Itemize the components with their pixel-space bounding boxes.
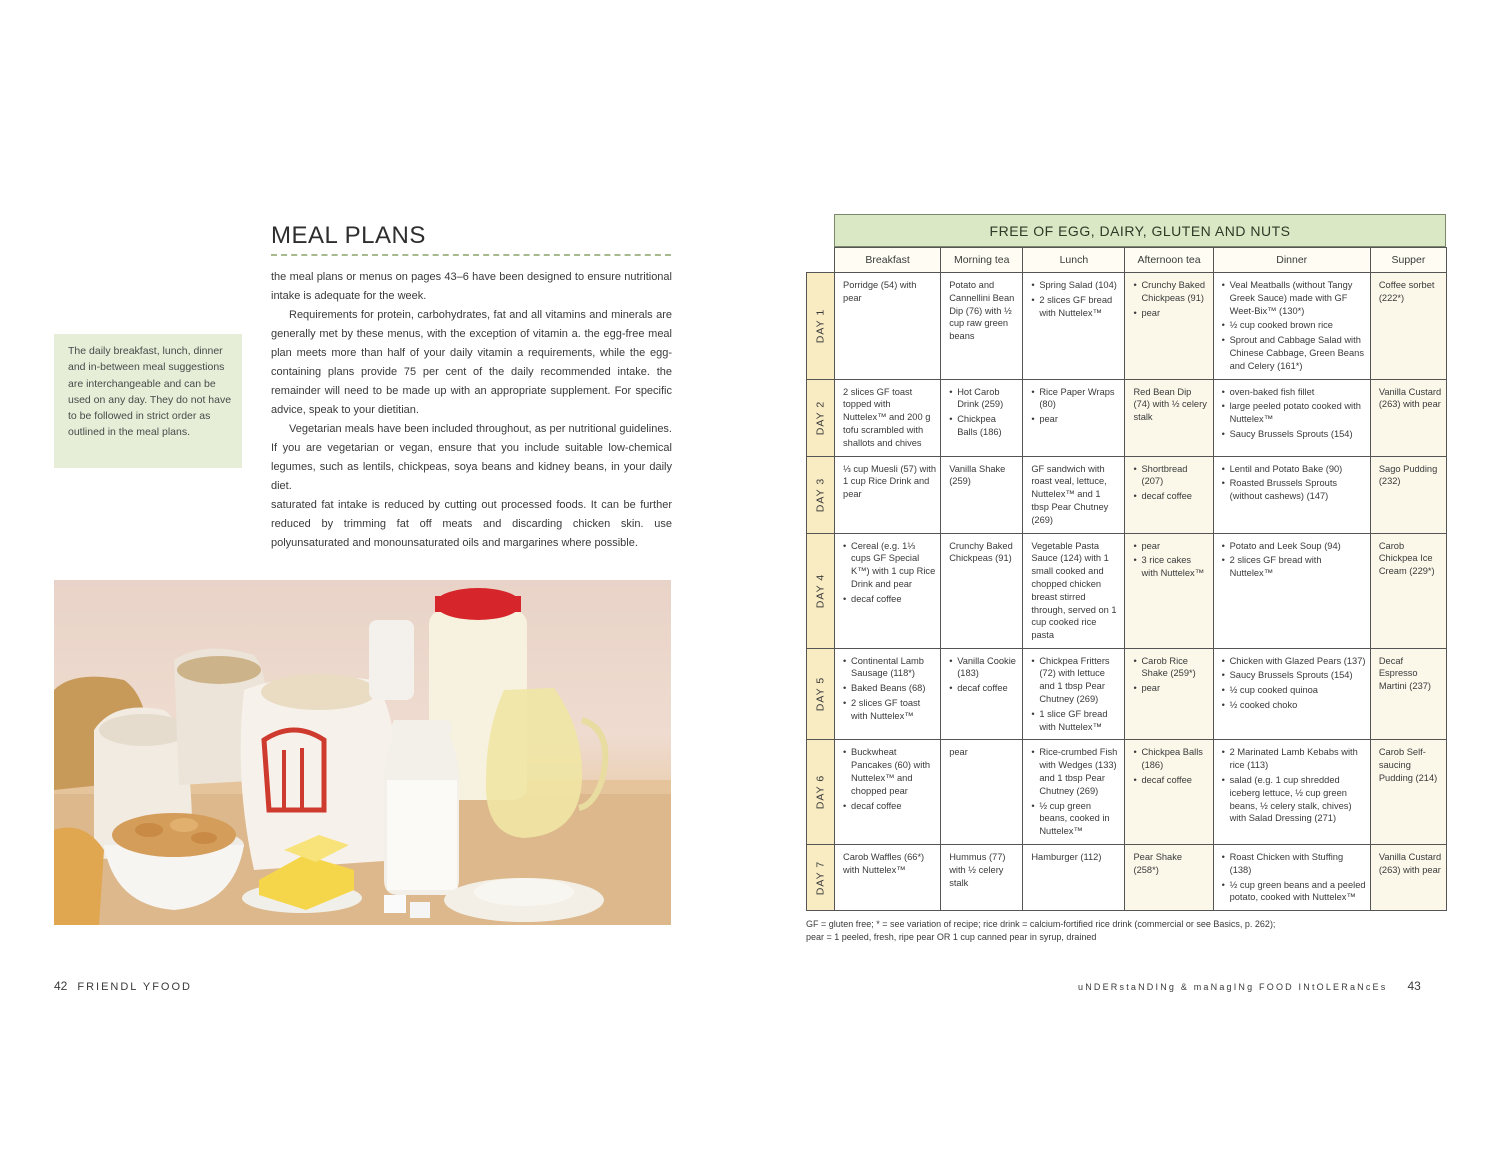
meal-cell — [1125, 533, 1213, 648]
column-header: Supper — [1370, 248, 1446, 273]
meal-list — [1222, 386, 1366, 441]
meal-item: • ½ cup green beans, cooked in Nuttelex™ — [1031, 800, 1120, 838]
paragraph: Vegetarian meals have been included throughout, as per nutritional guidelines. If you are vegetarian or vegan, ensure that you include suitable low-chemical legumes, such as lentils, chickpeas, soya beans and kidney beans, in your daily diet. — [271, 423, 672, 492]
meal-item: • pear — [1133, 540, 1208, 553]
meal-item: • Buckwheat Pancakes (60) with Nuttelex™ and chopped pear — [843, 746, 936, 797]
day-label: DAY 4 — [814, 573, 827, 608]
food-photo — [54, 580, 671, 925]
meal-cell — [941, 379, 1023, 456]
meal-cell — [1125, 273, 1213, 380]
meal-item: • ½ cup cooked brown rice — [1222, 319, 1366, 332]
page-title: MEAL PLANS — [271, 222, 426, 249]
column-header: Dinner — [1213, 248, 1370, 273]
meal-cell — [941, 273, 1023, 380]
header-row — [807, 248, 1447, 273]
meal-cell — [1213, 533, 1370, 648]
meal-item: • Spring Salad (104) — [1031, 279, 1120, 292]
meal-cell — [1370, 456, 1446, 533]
meal-cell — [1370, 533, 1446, 648]
meal-item: • Saucy Brussels Sprouts (154) — [1222, 428, 1366, 441]
meal-text: Vanilla Shake (259) — [949, 463, 1006, 487]
meal-text: Sago Pudding (232) — [1378, 463, 1438, 487]
meal-item: • large peeled potato cooked with Nuttelex™ — [1222, 400, 1366, 426]
meal-cell — [1023, 740, 1125, 845]
meal-text: ⅓ cup Muesli (57) with 1 cup Rice Drink and pear — [843, 463, 937, 500]
meal-cell — [1213, 844, 1370, 910]
meal-item: • Roast Chicken with Stuffing (138) — [1222, 851, 1366, 877]
meal-text: Carob Self-saucing Pudding (214) — [1378, 747, 1438, 783]
meal-item: • Hot Carob Drink (259) — [949, 386, 1018, 412]
meal-item: • 1 slice GF bread with Nuttelex™ — [1031, 708, 1120, 734]
intro-text — [271, 268, 672, 553]
day-row — [807, 379, 1447, 456]
meal-text: Porridge (54) with pear — [843, 280, 917, 303]
meal-cell — [835, 740, 941, 845]
meal-item: • Vanilla Cookie (183) — [949, 655, 1018, 681]
meal-text: Potato and Cannellini Bean Dip (76) with ½ cup raw green beans — [949, 280, 1015, 342]
meal-item: • decaf coffee — [1133, 774, 1208, 787]
meal-cell — [1213, 273, 1370, 380]
meal-cell — [1125, 740, 1213, 845]
meal-list — [1133, 540, 1208, 580]
meal-item: • oven-baked fish fillet — [1222, 386, 1366, 399]
day-row — [807, 273, 1447, 380]
meal-list — [1031, 386, 1120, 426]
running-head: FRIENDL YFOOD — [77, 981, 192, 993]
meal-item: • Veal Meatballs (without Tangy Greek Sauce) made with GF Weet-Bix™ (130*) — [1222, 279, 1366, 317]
sidebar-note: The daily breakfast, lunch, dinner and in-between meal suggestions are interchangeable and can be used on any day. They do not have to be followed in strict order as outlined in the meal plans. — [54, 334, 242, 468]
meal-item: • 2 slices GF bread with Nuttelex™ — [1222, 554, 1366, 580]
meal-item: • 2 Marinated Lamb Kebabs with rice (113) — [1222, 746, 1366, 772]
meal-list — [843, 655, 936, 723]
meal-item: • Chickpea Balls (186) — [949, 413, 1018, 439]
meal-list — [1222, 279, 1366, 373]
meal-item: • Continental Lamb Sausage (118*) — [843, 655, 936, 681]
day-label: DAY 6 — [814, 774, 827, 810]
meal-list — [1133, 463, 1208, 503]
meal-cell — [1023, 379, 1125, 456]
meal-cell — [1213, 456, 1370, 533]
meal-text: Carob Waffles (66*) with Nuttelex™ — [843, 851, 925, 875]
meal-cell — [1213, 379, 1370, 456]
meal-item: • 3 rice cakes with Nuttelex™ — [1133, 554, 1208, 580]
meal-item: • Shortbread (207) — [1133, 463, 1208, 489]
meal-list — [1031, 746, 1120, 838]
day-label-cell — [807, 456, 835, 533]
meal-cell — [941, 533, 1023, 648]
meal-cell — [1370, 648, 1446, 740]
day-row — [807, 844, 1447, 910]
meal-item: • Saucy Brussels Sprouts (154) — [1222, 669, 1366, 682]
meal-cell — [835, 456, 941, 533]
day-label: DAY 1 — [814, 308, 827, 343]
meal-list — [1222, 655, 1366, 712]
running-head: uNDERstaNDINg & maNagINg FOOD INtOLERaNcEs — [1078, 982, 1388, 992]
footnote-line: pear = 1 peeled, fresh, ripe pear OR 1 cup canned pear in syrup, drained — [806, 931, 1097, 942]
day-row — [807, 648, 1447, 740]
meal-list — [1222, 540, 1366, 580]
meal-text: Decaf Espresso Martini (237) — [1378, 655, 1432, 692]
meal-item: • Cereal (e.g. 1⅓ cups GF Special K™) with 1 cup Rice Drink and pear — [843, 540, 936, 591]
meal-cell — [941, 844, 1023, 910]
day-label-cell — [807, 740, 835, 845]
meal-item: • decaf coffee — [843, 593, 936, 606]
meal-plan-title: FREE OF EGG, DAIRY, GLUTEN AND NUTS — [834, 214, 1446, 247]
meal-text: Carob Chickpea Ice Cream (229*) — [1378, 540, 1435, 577]
meal-item: • Chicken with Glazed Pears (137) — [1222, 655, 1366, 668]
meal-item: • Lentil and Potato Bake (90) — [1222, 463, 1366, 476]
meal-text: Vanilla Custard (263) with pear — [1378, 386, 1442, 410]
meal-list — [1222, 851, 1366, 904]
meal-list — [949, 655, 1018, 695]
column-header: Afternoon tea — [1125, 248, 1213, 273]
page-footer-right — [1078, 979, 1421, 993]
meal-item: • Roasted Brussels Sprouts (without cashews) (147) — [1222, 477, 1366, 503]
meal-cell — [1370, 273, 1446, 380]
meal-item: • ½ cup green beans and a peeled potato, cooked with Nuttelex™ — [1222, 879, 1366, 905]
meal-item: • Carob Rice Shake (259*) — [1133, 655, 1208, 681]
meal-cell — [835, 273, 941, 380]
meal-plan-table — [806, 247, 1447, 911]
meal-item: • Baked Beans (68) — [843, 682, 936, 695]
meal-cell — [941, 456, 1023, 533]
meal-cell — [941, 740, 1023, 845]
meal-item: • 2 slices GF bread with Nuttelex™ — [1031, 294, 1120, 320]
meal-cell — [1125, 456, 1213, 533]
meal-item: • pear — [1031, 413, 1120, 426]
day-row — [807, 533, 1447, 648]
paragraph: the meal plans or menus on pages 43–6 have been designed to ensure nutritional intake is adequate for the week. — [271, 271, 672, 302]
day-label-cell — [807, 273, 835, 380]
table-footnote — [806, 918, 1446, 943]
meal-list — [1222, 463, 1366, 503]
meal-list — [1133, 655, 1208, 695]
meal-plan-body — [807, 273, 1447, 911]
meal-cell — [1370, 379, 1446, 456]
meal-cell — [1370, 740, 1446, 845]
meal-text: Pear Shake (258*) — [1133, 851, 1183, 875]
meal-list — [1133, 746, 1208, 786]
meal-list — [1031, 655, 1120, 734]
meal-item: • decaf coffee — [949, 682, 1018, 695]
meal-cell — [1125, 844, 1213, 910]
meal-item: • Sprout and Cabbage Salad with Chinese Cabbage, Green Beans and Celery (161*) — [1222, 334, 1366, 372]
meal-text: 2 slices GF toast topped with Nuttelex™ and 200 g tofu scrambled with shallots and chives — [843, 386, 931, 448]
meal-cell — [835, 379, 941, 456]
day-label-cell — [807, 844, 835, 910]
meal-item: • Chickpea Balls (186) — [1133, 746, 1208, 772]
page-footer-left — [54, 979, 192, 993]
meal-item: • ½ cup cooked quinoa — [1222, 684, 1366, 697]
dairy-foods-illustration — [54, 580, 671, 925]
meal-item: • Rice-crumbed Fish with Wedges (133) and 1 tbsp Pear Chutney (269) — [1031, 746, 1120, 797]
meal-cell — [835, 533, 941, 648]
meal-text: Hamburger (112) — [1031, 851, 1102, 862]
meal-cell — [1023, 648, 1125, 740]
day-label: DAY 5 — [814, 676, 827, 712]
meal-item: • Crunchy Baked Chickpeas (91) — [1133, 279, 1208, 305]
meal-text: GF sandwich with roast veal, lettuce, Nuttelex™ and 1 tbsp Pear Chutney (269) — [1031, 463, 1109, 525]
day-label: DAY 3 — [814, 477, 827, 512]
column-header: Morning tea — [941, 248, 1023, 273]
footnote-line: GF = gluten free; * = see variation of recipe; rice drink = calcium-fortified rice drink (commercial or see Basics, p. 262); — [806, 919, 1276, 929]
day-row — [807, 456, 1447, 533]
meal-cell — [1125, 379, 1213, 456]
day-label-cell — [807, 379, 835, 456]
meal-cell — [1023, 456, 1125, 533]
column-header: Breakfast — [835, 248, 941, 273]
meal-item: • ½ cooked choko — [1222, 699, 1366, 712]
meal-list — [1222, 746, 1366, 825]
meal-item: • 2 slices GF toast with Nuttelex™ — [843, 697, 936, 723]
column-header: Lunch — [1023, 248, 1125, 273]
meal-item: • Rice Paper Wraps (80) — [1031, 386, 1120, 412]
day-label: DAY 2 — [814, 400, 827, 435]
meal-list — [1133, 279, 1208, 319]
meal-cell — [941, 648, 1023, 740]
meal-cell — [1213, 648, 1370, 740]
meal-list — [1031, 279, 1120, 319]
meal-cell — [1213, 740, 1370, 845]
meal-text: Vanilla Custard (263) with pear — [1378, 851, 1442, 875]
meal-cell — [1125, 648, 1213, 740]
meal-item: • Chickpea Fritters (72) with lettuce and 1 tbsp Pear Chutney (269) — [1031, 655, 1120, 706]
meal-list — [843, 540, 936, 606]
meal-text: Vegetable Pasta Sauce (124) with 1 small cooked and chopped chicken breast stirred through, served on 1 cup cooked rice pasta — [1031, 540, 1117, 641]
meal-text: pear — [949, 747, 968, 758]
meal-text: Crunchy Baked Chickpeas (91) — [949, 540, 1013, 564]
corner-cell — [807, 248, 835, 273]
meal-cell — [1023, 844, 1125, 910]
meal-cell — [835, 648, 941, 740]
meal-cell — [1370, 844, 1446, 910]
meal-item: • salad (e.g. 1 cup shredded iceberg lettuce, ½ cup green beans, ½ celery stalk, chives) with Salad Dressing (271) — [1222, 774, 1366, 825]
meal-list — [949, 386, 1018, 439]
meal-list — [843, 746, 936, 812]
title-divider — [271, 254, 671, 256]
meal-text: Red Bean Dip (74) with ½ celery stalk — [1133, 386, 1207, 423]
meal-text: Hummus (77) with ½ celery stalk — [949, 851, 1006, 888]
meal-item: • Potato and Leek Soup (94) — [1222, 540, 1366, 553]
meal-item: • pear — [1133, 682, 1208, 695]
meal-cell — [835, 844, 941, 910]
meal-cell — [1023, 533, 1125, 648]
meal-item: • decaf coffee — [843, 800, 936, 813]
meal-text: Coffee sorbet (222*) — [1378, 280, 1435, 303]
day-label-cell — [807, 533, 835, 648]
meal-cell — [1023, 273, 1125, 380]
page-number: 43 — [1407, 979, 1421, 993]
day-label-cell — [807, 648, 835, 740]
day-row — [807, 740, 1447, 845]
page-number: 42 — [54, 979, 68, 993]
paragraph: Requirements for protein, carbohydrates, fat and all vitamins and minerals are generally met by these menus, with the exception of vitamin a. the egg-free meal plan meets more than half of your daily vitamin a requirements, while the egg-containing plans provide 75 per cent of the daily recommended intake. the remainder will need to be made up with an appropriate supplement. For specific advice, speak to your dietitian. — [271, 309, 672, 416]
meal-item: • decaf coffee — [1133, 490, 1208, 503]
day-label: DAY 7 — [814, 860, 827, 895]
meal-item: • pear — [1133, 307, 1208, 320]
paragraph: saturated fat intake is reduced by cutting out processed foods. It can be further reduced by trimming fat off meats and discarding chicken skin. use polyunsaturated and monounsaturated oils and margarines where possible. — [271, 499, 672, 549]
